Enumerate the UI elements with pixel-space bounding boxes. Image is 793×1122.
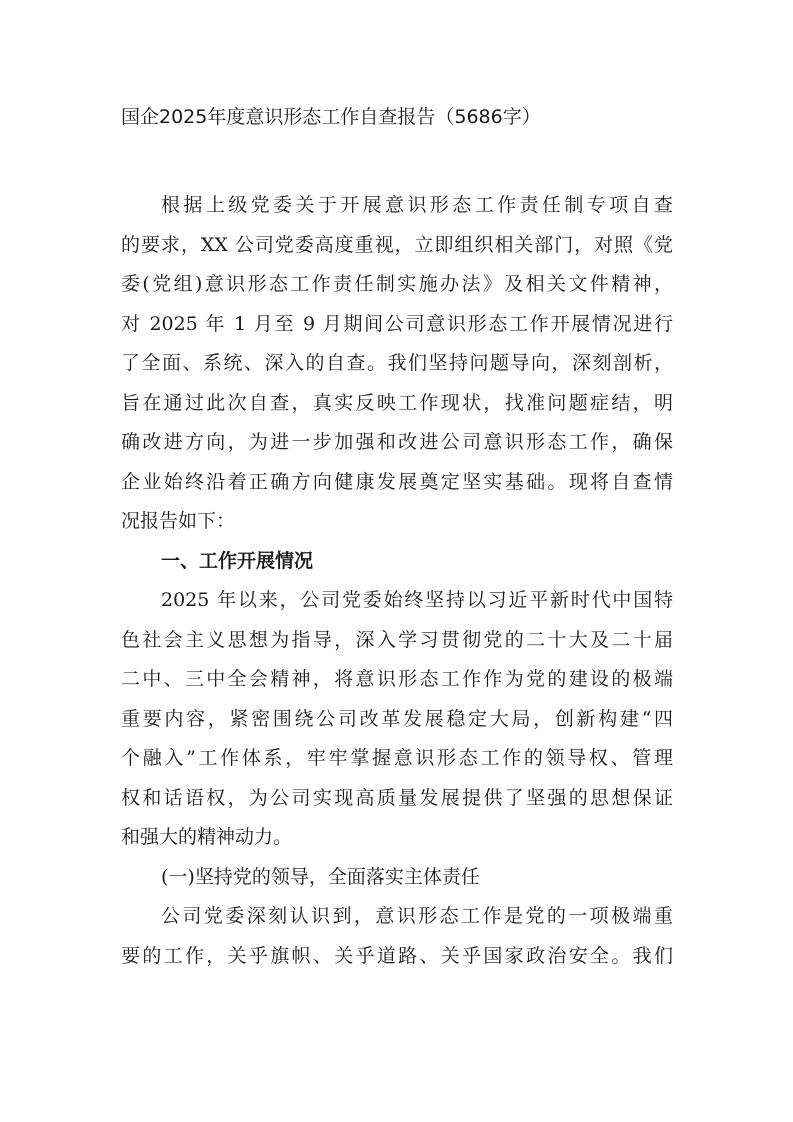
intro-line: 的要求，XX 公司党委高度重视，立即组织相关部门，对照《党 xyxy=(121,233,673,256)
intro-line: 根据上级党委关于开展意识形态工作责任制专项自查 xyxy=(161,194,673,216)
section-line: 重要内容，紧密围绕公司改革发展稳定大局，创新构建“四 xyxy=(121,707,673,730)
section-heading: 一、工作开展情况 xyxy=(161,549,314,572)
section-line: 二中、三中全会精神，将意识形态工作作为党的建设的极端 xyxy=(121,668,673,690)
intro-line: 旨在通过此次自查，真实反映工作现状，找准问题症结，明 xyxy=(121,391,673,414)
section-line: 个融入”工作体系，牢牢掌握意识形态工作的领导权、管理 xyxy=(121,747,673,769)
section-line: 色社会主义思想为指导，深入学习贯彻党的二十大及二十届 xyxy=(121,628,673,651)
intro-line: 况报告如下： xyxy=(121,510,236,532)
intro-line: 企业始终沿着正确方向健康发展奠定坚实基础。现将自查情 xyxy=(121,470,673,493)
section-line: 和强大的精神动力。 xyxy=(121,826,293,848)
section-line: 2025 年以来，公司党委始终坚持以习近平新时代中国特 xyxy=(161,589,673,611)
intro-line: 对 2025 年 1 月至 9 月期间公司意识形态工作开展情况进行 xyxy=(121,312,673,335)
subsection-line: 要的工作，关乎旗帜、关乎道路、关乎国家政治安全。我们 xyxy=(121,944,673,967)
section-line: 权和话语权，为公司实现高质量发展提供了坚强的思想保证 xyxy=(121,786,673,809)
document-body xyxy=(121,186,673,976)
document-title: 国企2025年度意识形态工作自查报告（5686字） xyxy=(121,106,541,128)
intro-line: 了全面、系统、深入的自查。我们坚持问题导向，深刻剖析， xyxy=(121,352,673,374)
intro-line: 委(党组)意识形态工作责任制实施办法》及相关文件精神， xyxy=(121,273,673,295)
subsection-heading: (一)坚持党的领导，全面落实主体责任 xyxy=(161,865,480,888)
intro-line: 确改进方向，为进一步加强和改进公司意识形态工作，确保 xyxy=(121,431,673,453)
subsection-line: 公司党委深刻认识到，意识形态工作是党的一项极端重 xyxy=(161,905,673,927)
